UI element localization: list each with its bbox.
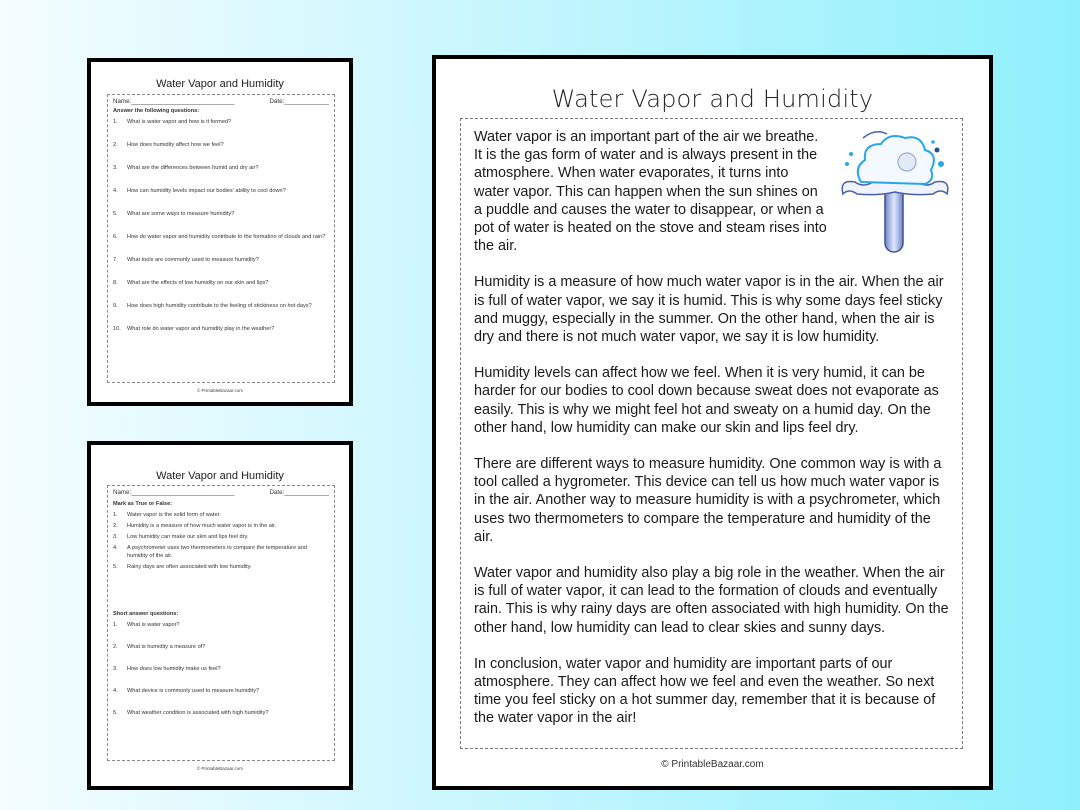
question-number: 5. [113, 211, 118, 217]
question-item [113, 709, 329, 717]
question-number: 2. [113, 644, 118, 650]
worksheet-title: Water Vapor and Humidity [156, 470, 284, 482]
question-number: 1. [113, 119, 118, 125]
question-item [113, 141, 329, 149]
question-text: What are the effects of low humidity on our skin and lips? [127, 280, 269, 286]
question-number: 6. [113, 234, 118, 240]
question-item [113, 164, 329, 172]
question-text: How does humidity affect how we feel? [127, 142, 224, 148]
worksheet-title: Water Vapor and Humidity [156, 78, 284, 90]
question-number: 4. [113, 688, 118, 694]
section-heading: Answer the following questions: [113, 108, 200, 114]
section-heading-true-false: Mark as True or False: [113, 501, 173, 507]
question-text: How do water vapor and humidity contribute to the formation of clouds and rain? [127, 234, 326, 240]
question-item [113, 563, 329, 571]
name-field-label: Name:______________________________ [113, 98, 235, 105]
humidity-cloud-thermometer-icon [833, 124, 958, 256]
question-text: Water vapor is the solid form of water. [127, 512, 221, 518]
question-text: What are the differences between humid and dry air? [127, 165, 259, 171]
worksheet-footer: © PrintableBazaar.com [196, 388, 244, 393]
question-text: How does high humidity contribute to the feeling of stickiness on hot days? [127, 303, 312, 309]
question-item [113, 533, 329, 541]
question-number: 3. [113, 534, 118, 540]
question-item [113, 522, 329, 530]
paragraph-1: Water vapor is an important part of the air we breathe. It is the gas form of water and is always present in the atmosphere. When water evaporates, it turns into water vapor. This can happen when the sun shines on a puddle and causes the water to disappear, or when a pot of water is heated on the stove and steam rises into the air. [474, 129, 827, 255]
question-number: 4. [113, 545, 118, 551]
question-item [113, 302, 329, 310]
question-number: 2. [113, 142, 118, 148]
question-item [113, 511, 329, 519]
question-item [113, 544, 329, 560]
question-text: What role do water vapor and humidity play in the weather? [127, 326, 275, 332]
question-item [113, 256, 329, 264]
paragraph-3: Humidity levels can affect how we feel. When it is very humid, it can be harder for our bodies to cool down because sweat does not evaporate as easily. This is why we might feel hot and sweaty on a humid day. On the other hand, low humidity can make our skin and lips feel dry. [474, 365, 939, 436]
question-number: 9. [113, 303, 118, 309]
question-number: 1. [113, 512, 118, 518]
question-item [113, 643, 329, 651]
question-item [113, 621, 329, 629]
question-item [113, 210, 329, 218]
question-text: What are some ways to measure humidity? [127, 211, 235, 217]
worksheet-box [107, 94, 335, 383]
question-text: Low humidity can make our skin and lips feel dry. [127, 534, 249, 540]
question-item [113, 325, 329, 333]
section-heading-short-answer: Short answer questions: [113, 611, 179, 617]
paragraph-6: In conclusion, water vapor and humidity are important parts of our atmosphere. They can affect how we feel and even the weather. So next time you feel sticky on a hot summer day, remember that it is because of the water vapor in the air! [474, 655, 936, 727]
question-text: What is water vapor? [127, 622, 180, 628]
worksheet-questions-preview [87, 58, 353, 406]
question-number: 5. [113, 564, 118, 570]
question-number: 3. [113, 666, 118, 672]
question-number: 5. [113, 710, 118, 716]
worksheet-box [107, 485, 335, 761]
question-item [113, 233, 329, 241]
question-text: What weather condition is associated with high humidity? [127, 710, 269, 716]
question-text: What is water vapor and how is it formed? [127, 119, 232, 125]
question-number: 4. [113, 188, 118, 194]
date-field-label: Date:_____________ [269, 489, 329, 496]
question-number: 8. [113, 280, 118, 286]
passage-box [460, 118, 963, 749]
question-item [113, 118, 329, 126]
worksheet-footer: © PrintableBazaar.com [196, 766, 244, 771]
name-field-label: Name:______________________________ [113, 489, 235, 496]
date-field-label: Date:_____________ [269, 98, 329, 105]
question-text: Rainy days are often associated with low humidity. [127, 564, 252, 570]
question-number: 2. [113, 523, 118, 529]
question-number: 7. [113, 257, 118, 263]
question-text: How does low humidity make us feel? [127, 666, 221, 672]
question-text: How can humidity levels impact our bodies' ability to cool down? [127, 188, 286, 194]
paragraph-2: Humidity is a measure of how much water vapor is in the air. When the air is full of water vapor, we say it is humid. This is why some days feel sticky and muggy, especially in the summer. On the other hand, when the air is dry and there is not much water vapor, we say it is low humidity. [474, 274, 944, 346]
reading-passage-page [432, 55, 993, 790]
question-number: 3. [113, 165, 118, 171]
page-footer: © PrintableBazaar.com [661, 759, 764, 770]
question-item [113, 665, 329, 673]
paragraph-5: Water vapor and humidity also play a big role in the weather. When the air is full of water vapor, it can lead to the formation of clouds and eventually rain. This is why rainy days are often associated with high humidity. On the other hand, low humidity can lead to clear skies and sunny days. [474, 565, 949, 636]
question-text: Humidity is a measure of how much water vapor is in the air. [127, 523, 277, 529]
question-number: 10. [113, 326, 121, 332]
question-item [113, 187, 329, 195]
question-item [113, 279, 329, 287]
question-text: What tools are commonly used to measure humidity? [127, 257, 259, 263]
question-number: 1. [113, 622, 118, 628]
worksheet-true-false-preview [87, 441, 353, 790]
question-text: What device is commonly used to measure humidity? [127, 688, 260, 694]
paragraph-4: There are different ways to measure humidity. One common way is with a tool called a hygrometer. This device can tell us how much water vapor is in the air. Another way to measure humidity is with a psychrometer, which uses two thermometers to compare the temperature and humidity of the air. [474, 456, 942, 545]
page-title: Water Vapor and Humidity [551, 85, 874, 113]
question-text: What is humidity a measure of? [127, 644, 206, 650]
question-text: A psychrometer uses two thermometers to compare the temperature and humidity of the air. [127, 545, 308, 559]
question-item [113, 687, 329, 695]
